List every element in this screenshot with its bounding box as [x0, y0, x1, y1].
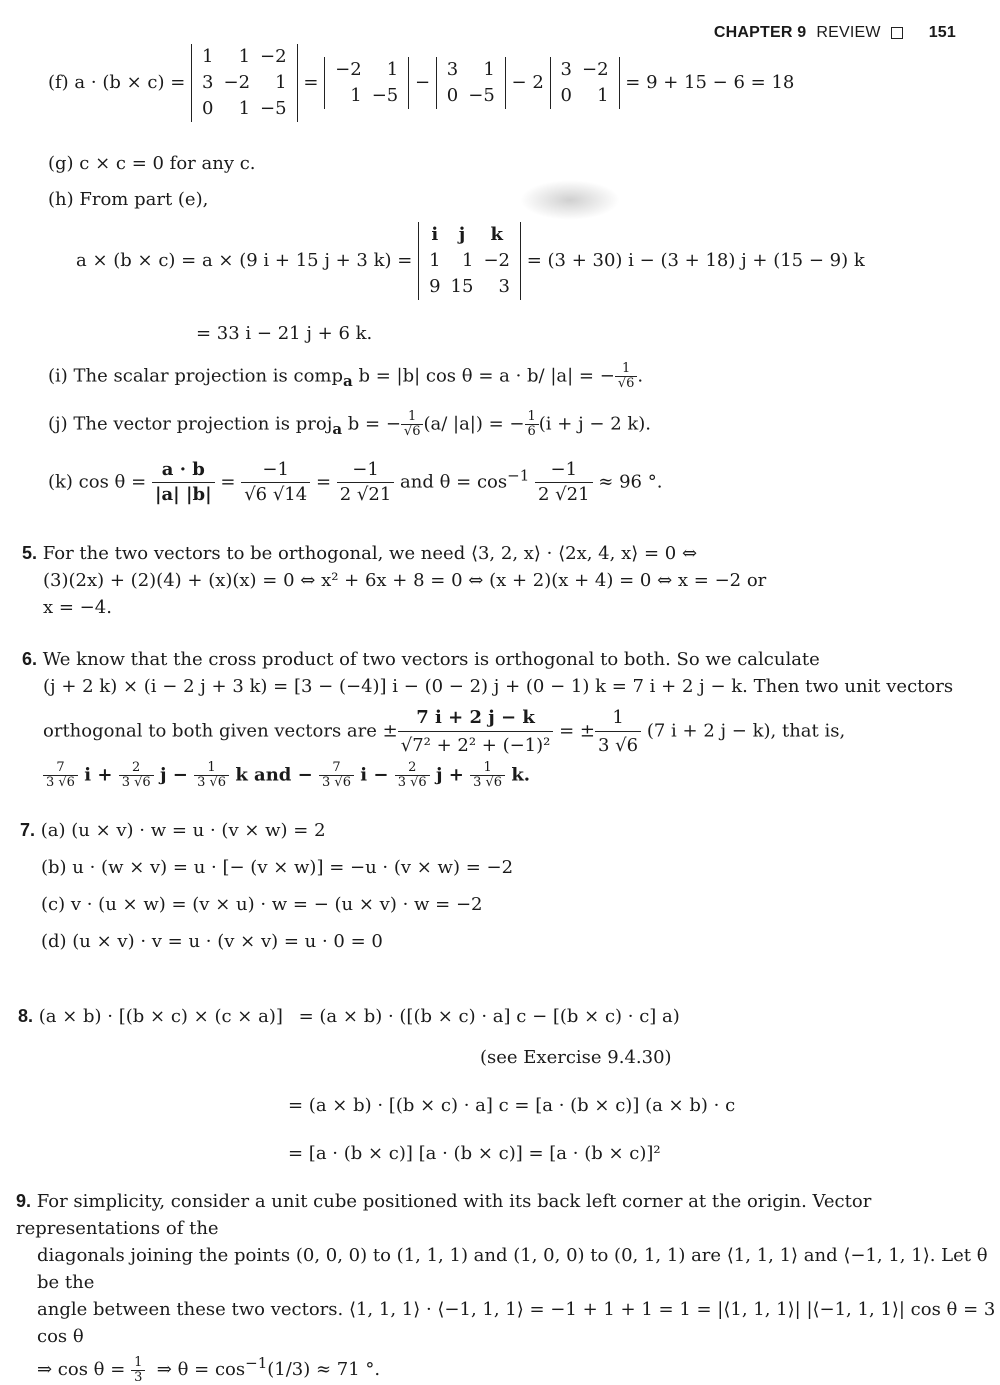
problem-8-line-3: = (a × b) · [(b × c) · a] c = [a · (b × c)] (a × b) · c	[288, 1095, 736, 1116]
problem-9-line-4b: ⇒ θ = cos	[156, 1359, 246, 1380]
fraction	[615, 362, 638, 391]
matrix-entry: −2	[223, 72, 251, 93]
term-text: j +	[429, 764, 471, 786]
frac-num: 1	[615, 362, 638, 377]
part-h-lhs: a × (b × c) = a × (9 i + 15 j + 3 k) =	[76, 250, 413, 271]
determinant-2x2-b	[436, 57, 506, 109]
frac-num: 1	[131, 1356, 145, 1371]
matrix-entry: 1	[597, 85, 609, 106]
frac-num: 1	[595, 704, 641, 732]
frac-den: 3 √6	[598, 735, 639, 756]
matrix-entry: k	[490, 224, 503, 245]
problem-9	[16, 1188, 1000, 1385]
determinant-ijk	[418, 222, 521, 300]
part-j	[48, 410, 651, 441]
matrix-entry: 0	[446, 85, 459, 106]
part-h-result: = 33 i − 21 j + 6 k.	[196, 323, 373, 344]
part-i-sub: a	[343, 372, 353, 391]
part-i-end: .	[637, 365, 644, 387]
matrix-entry: 3	[498, 276, 510, 297]
minus-sign: −	[414, 72, 431, 93]
page-header	[714, 24, 956, 42]
frac-den: 3 √6	[197, 775, 227, 790]
part-k-and: and θ = cos	[400, 471, 508, 493]
problem-5-line-1: For the two vectors to be orthogonal, we need ⟨3, 2, x⟩ · ⟨2x, 4, x⟩ = 0 ⇔	[42, 543, 698, 564]
problem-6-line-3a: orthogonal to both given vectors are ±	[43, 720, 398, 742]
frac-num: −1	[241, 458, 310, 483]
problem-9-line-2: diagonals joining the points (0, 0, 0) to (1, 1, 1) and (1, 0, 0) to (0, 1, 1) are ⟨1, 1, 1⟩ and ⟨−1, 1, 1⟩. Let θ be the	[37, 1245, 988, 1293]
frac-den: 3 √6	[121, 775, 151, 790]
part-j-end: (i + j − 2 k).	[538, 413, 652, 435]
matrix-entry: 1	[483, 59, 495, 80]
frac-num: −1	[535, 458, 593, 483]
problem-7-b: (b) u · (w × v) = u · [− (v × w)] = −u · (v × w) = −2	[41, 857, 514, 878]
matrix-entry: j	[458, 224, 466, 245]
problem-8-line-4: = [a · (b × c)] [a · (b × c)] = [a · (b × c)]²	[288, 1143, 661, 1164]
fraction	[398, 704, 554, 759]
problem-7-c: (c) v · (u × w) = (v × u) · w = − (u × v) · w = −2	[41, 894, 483, 915]
frac-num: −1	[337, 458, 395, 483]
problem-9-line-1: For simplicity, consider a unit cube positioned with its back left corner at the origin. Vector representations of the	[16, 1191, 872, 1239]
part-h-intro: (h) From part (e),	[48, 189, 209, 210]
frac-den: 3	[134, 1369, 143, 1385]
problem-6-line-3c: (7 i + 2 j − k), that is,	[646, 720, 846, 742]
part-k: (k) cos θ = $\frac{a \cdot b}{|a| |b|}$ = $\frac{-1}{√6 √14}$ = $\frac{-1}{2 √21}$ and $\theta = \cos^{-1}$ $\frac{-1}{2 √21}$ ≈ 96 °.	[48, 459, 663, 505]
frac-num: 1	[401, 410, 424, 425]
term-text: i +	[77, 764, 119, 786]
part-j-rest: b = −	[342, 413, 401, 435]
fraction	[43, 761, 78, 790]
problem-9-sup: −1	[245, 1354, 268, 1372]
matrix-entry: −2	[581, 59, 609, 80]
frac-den: 3 √6	[46, 775, 75, 790]
part-f-label: (f) a · (b × c) =	[48, 72, 186, 93]
frac-den: √6 √14	[244, 484, 308, 505]
term-text: k and −	[229, 764, 320, 786]
fraction	[535, 458, 593, 507]
problem-5	[22, 540, 766, 621]
matrix-entry: 1	[238, 98, 251, 119]
fraction	[241, 458, 310, 507]
matrix-entry: −2	[483, 250, 510, 271]
problem-number: 6.	[22, 649, 38, 669]
matrix-entry: 1	[386, 59, 399, 80]
matrix-entry: 1	[461, 250, 474, 271]
problem-number: 9.	[16, 1191, 32, 1211]
chapter-label: CHAPTER 9	[713, 24, 807, 41]
frac-num: a · b	[152, 458, 215, 483]
fraction	[470, 761, 505, 790]
page-number: 151	[928, 24, 956, 41]
matrix-entry: −2	[260, 46, 287, 67]
matrix-entry: 3	[560, 59, 572, 80]
determinant-2x2-c	[550, 57, 620, 109]
fraction	[337, 458, 395, 507]
matrix-entry: i	[431, 224, 439, 245]
problem-5-line-3: x = −4.	[43, 597, 112, 618]
section-label: REVIEW	[816, 24, 881, 41]
fraction	[194, 761, 229, 790]
matrix-entry: 3	[446, 59, 459, 80]
determinant-2x2-a	[324, 57, 409, 109]
determinant-3x3	[191, 44, 298, 122]
problem-9-line-4a: ⇒ cos θ =	[37, 1359, 126, 1380]
frac-den: √6	[617, 376, 635, 391]
scan-smudge	[520, 180, 620, 220]
fraction	[401, 410, 424, 439]
frac-den: √7² + 2² + (−1)²	[400, 735, 551, 756]
problem-6	[22, 646, 953, 790]
matrix-entry: 15	[450, 276, 474, 297]
part-f-result: = 9 + 15 − 6 = 18	[625, 72, 795, 93]
problem-8-line-1	[18, 1004, 680, 1029]
frac-den: √6	[403, 424, 421, 439]
fraction	[595, 704, 641, 759]
part-i-text: (i) The scalar projection is comp	[48, 365, 344, 387]
matrix-entry: 1	[350, 85, 362, 106]
problem-number: 5.	[22, 543, 38, 563]
problem-6-line-1: We know that the cross product of two vectors is orthogonal to both. So we calculate	[42, 649, 820, 670]
frac-den: 2 √21	[538, 484, 590, 505]
part-i-rest: b = |b| cos θ = a · b/ |a| = −	[352, 365, 615, 387]
problem-7-a: (a) (u × v) · w = u · (v × w) = 2	[40, 820, 326, 841]
square-icon	[891, 27, 903, 39]
matrix-entry: 1	[275, 72, 287, 93]
problem-6-line-3b: = ±	[559, 720, 595, 742]
problem-7	[20, 812, 513, 960]
frac-den: 2 √21	[339, 484, 392, 505]
frac-num: 7 i + 2 j − k	[398, 704, 554, 732]
part-h-rhs: = (3 + 30) i − (3 + 18) j + (15 − 9) k	[526, 250, 865, 271]
problem-5-line-2: (3)(2x) + (2)(4) + (x)(x) = 0 ⇔ x² + 6x + 8 = 0 ⇔ (x + 2)(x + 4) = 0 ⇔ x = −2 or	[43, 570, 767, 591]
frac-num: 7	[43, 761, 78, 776]
problem-6-line-4	[22, 761, 953, 790]
part-j-sub: a	[332, 420, 343, 439]
problem-9-line-3: angle between these two vectors. ⟨1, 1, 1⟩ · ⟨−1, 1, 1⟩ = −1 + 1 + 1 = 1 = |⟨1, 1, 1⟩| |⟨−1, 1, 1⟩| cos θ = 3 cos θ	[37, 1299, 996, 1347]
matrix-entry: 1	[202, 46, 214, 67]
frac-num: 7	[319, 761, 354, 776]
matrix-entry: −5	[371, 85, 399, 106]
frac-den: 3 √6	[473, 775, 503, 790]
minus-two: − 2	[511, 72, 544, 93]
matrix-entry: 1	[238, 46, 251, 67]
part-f: (f) a · (b × c) = 1 1 −2 3 −2 1 0 1 −5 = −2 1 1 −5 − 3 1 0 −5 − 2 3 −2 0 1 = 9 + 15 − 6 = 18	[48, 44, 794, 122]
part-g: (g) c × c = 0 for any c.	[48, 153, 256, 174]
problem-7-d: (d) (u × v) · v = u · (v × v) = u · 0 = 0	[41, 931, 383, 952]
part-i	[48, 362, 643, 393]
fraction	[525, 410, 539, 439]
frac-num: 2	[395, 761, 430, 776]
problem-8-note: (see Exercise 9.4.30)	[480, 1047, 672, 1068]
problem-number: 7.	[20, 820, 36, 840]
frac-den: 3 √6	[397, 775, 427, 790]
fraction	[131, 1356, 145, 1385]
part-h-equation	[76, 222, 865, 300]
frac-den: 3 √6	[322, 775, 351, 790]
frac-den: |a| |b|	[154, 484, 212, 505]
problem-6-line-2: (j + 2 k) × (i − 2 j + 3 k) = [3 − (−4)] i − (0 − 2) j + (0 − 1) k = 7 i + 2 j − k. Then two unit vectors	[43, 676, 954, 697]
matrix-entry: 9	[429, 276, 441, 297]
problem-8-lhs: (a × b) · [(b × c) × (c × a)]	[38, 1006, 283, 1027]
part-j-mid: (a/ |a|) = −	[423, 413, 525, 435]
term-text: k.	[505, 764, 531, 786]
problem-number: 8.	[18, 1006, 34, 1026]
part-k-sup: −1	[507, 466, 530, 485]
fraction	[119, 761, 154, 790]
frac-num: 1	[470, 761, 505, 776]
fraction	[319, 761, 354, 790]
term-text: i −	[353, 764, 395, 786]
part-j-text: (j) The vector projection is proj	[48, 413, 333, 435]
problem-8-rhs: = (a × b) · ([(b × c) · a] c − [(b × c) · c] a)	[298, 1006, 680, 1027]
matrix-entry: 0	[560, 85, 572, 106]
problem-9-line-4c: (1/3) ≈ 71 °.	[267, 1359, 381, 1380]
frac-num: 2	[119, 761, 154, 776]
matrix-entry: −5	[468, 85, 495, 106]
matrix-entry: 1	[429, 250, 441, 271]
matrix-entry: 0	[202, 98, 214, 119]
part-k-lhs: (k) cos θ =	[48, 471, 147, 493]
frac-num: 1	[194, 761, 229, 776]
matrix-entry: −2	[335, 59, 362, 80]
frac-den: 6	[527, 424, 536, 439]
fraction	[152, 458, 215, 507]
frac-num: 1	[525, 410, 539, 425]
matrix-entry: 3	[202, 72, 214, 93]
term-text: j −	[153, 764, 195, 786]
part-k-end: ≈ 96 °.	[598, 471, 663, 493]
fraction	[395, 761, 430, 790]
matrix-entry: −5	[260, 98, 287, 119]
